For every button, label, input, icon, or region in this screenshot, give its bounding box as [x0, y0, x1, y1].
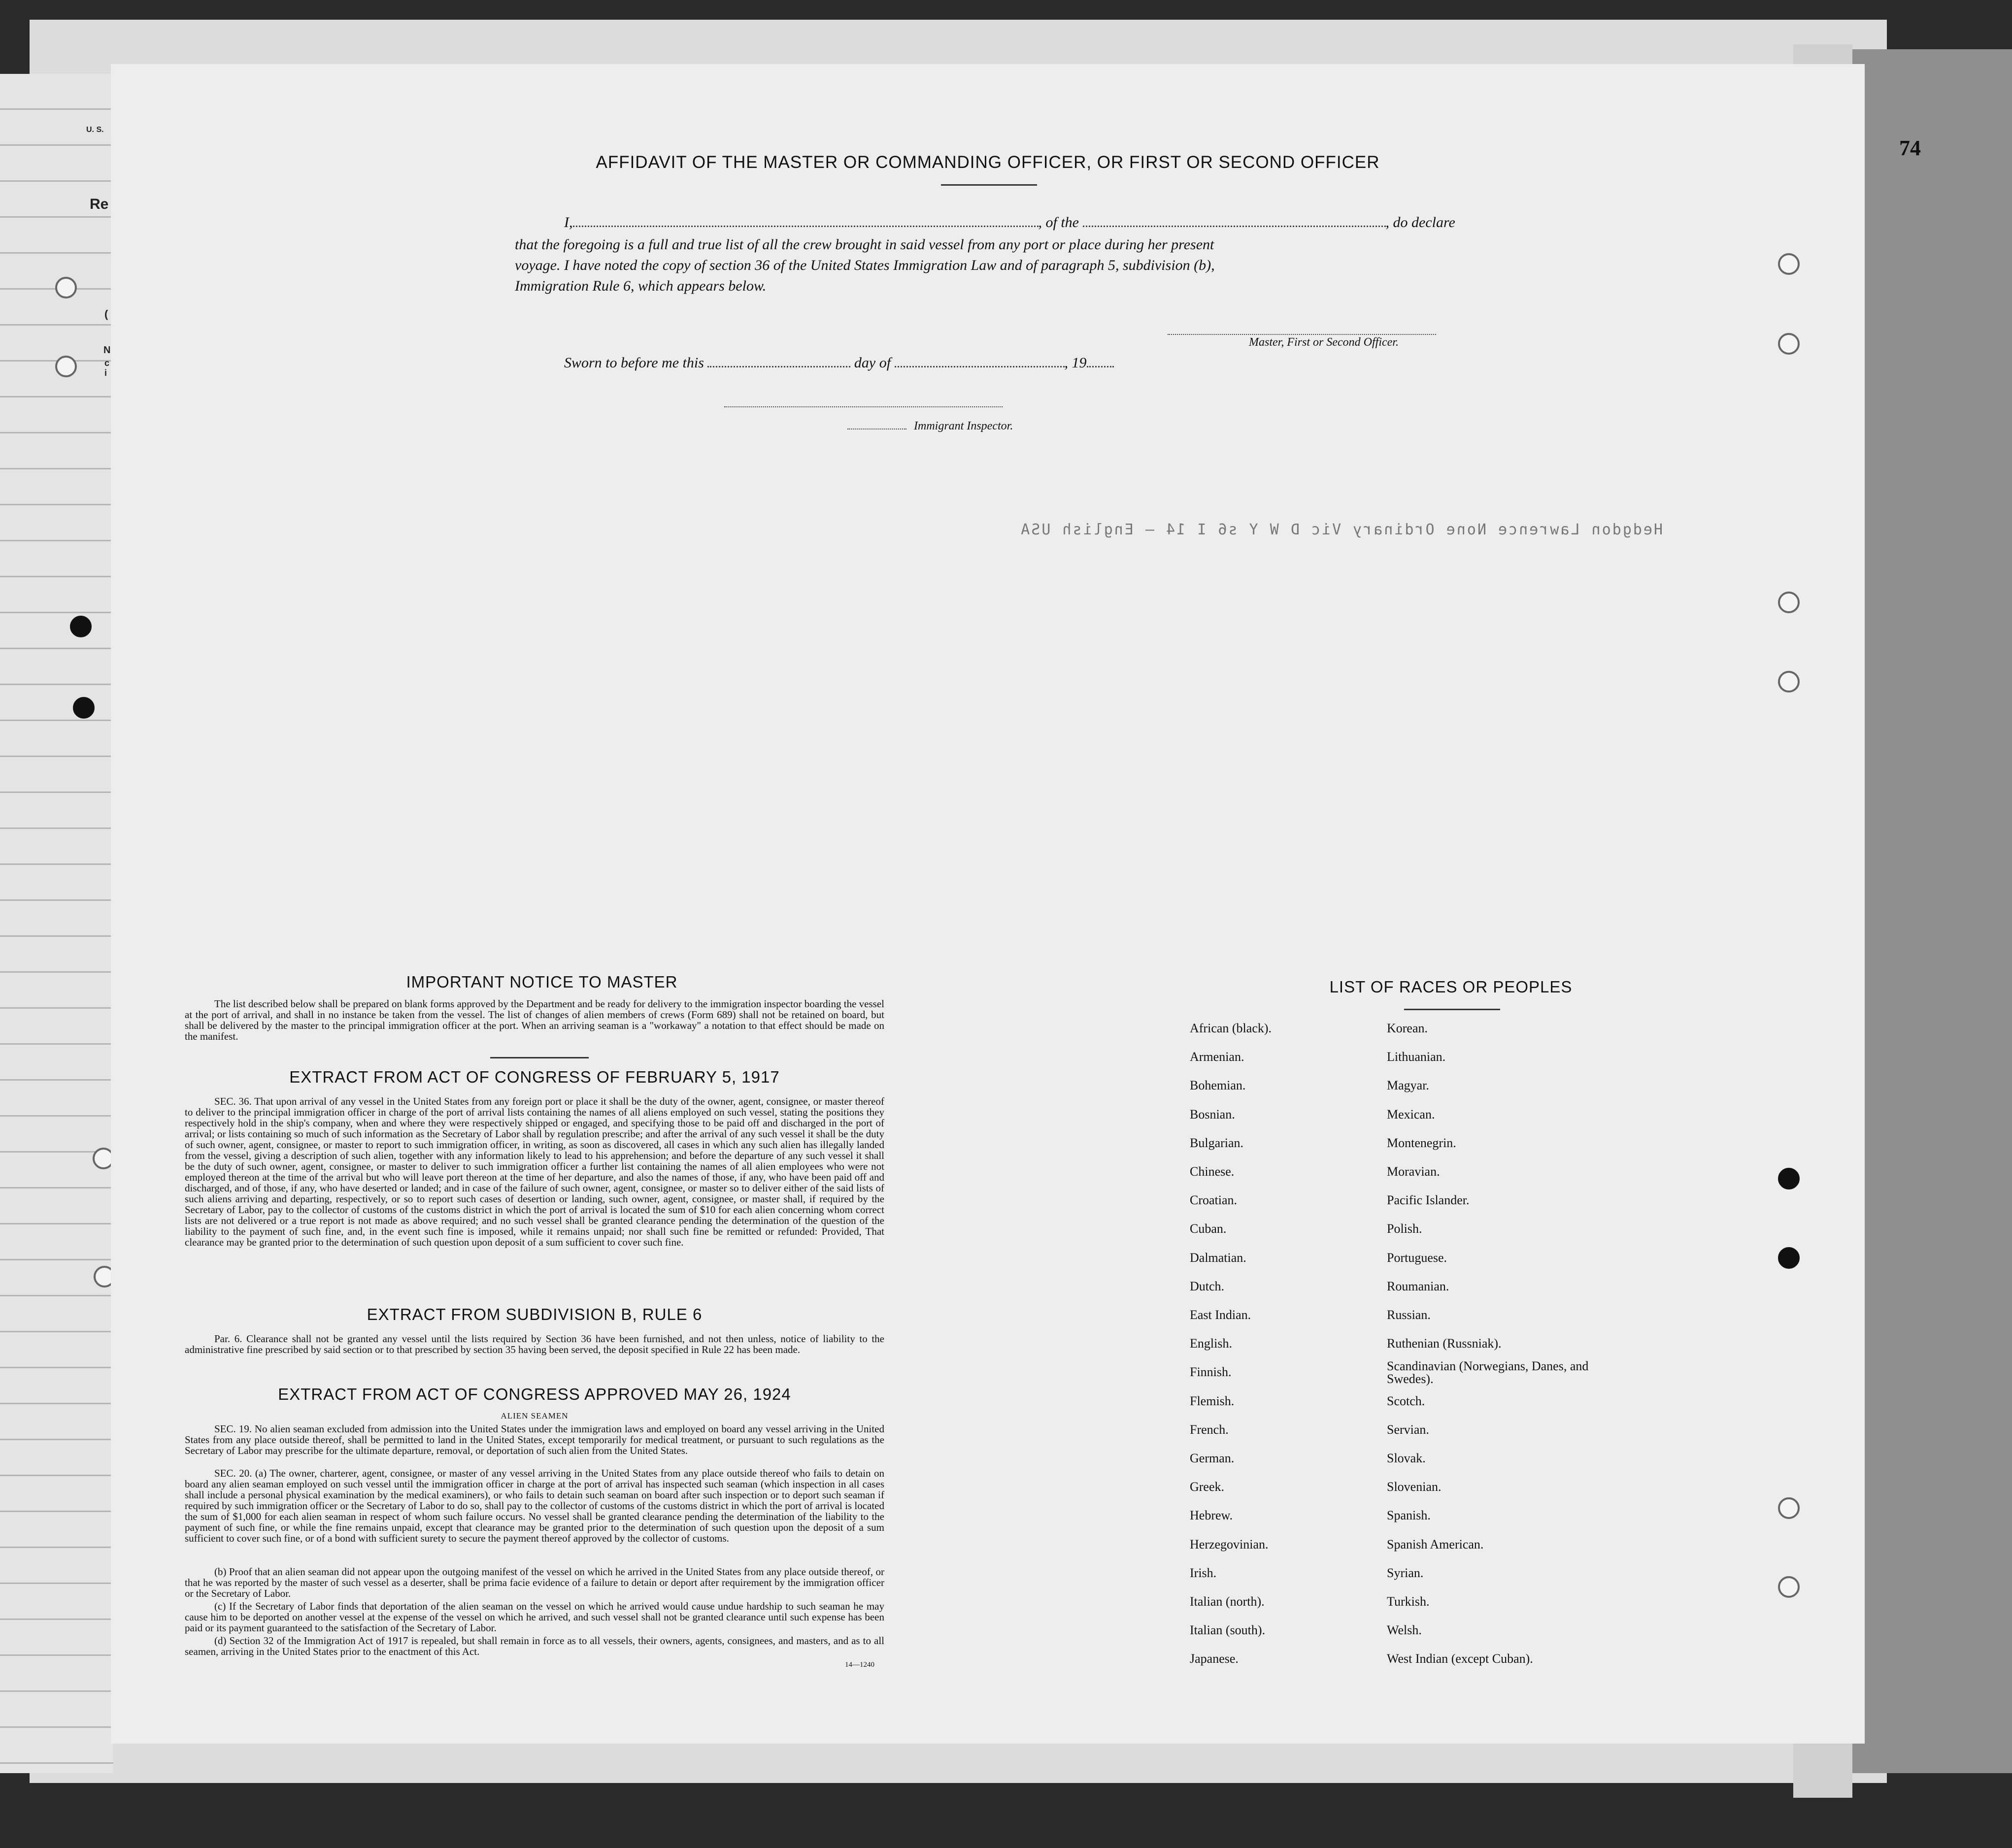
- race-item: East Indian.: [1190, 1308, 1251, 1322]
- sworn-label: Sworn to before me this: [564, 355, 704, 371]
- race-item: Croatian.: [1190, 1193, 1238, 1208]
- master-signature-label: Master, First or Second Officer.: [1249, 336, 1399, 349]
- race-item: Japanese.: [1190, 1651, 1239, 1666]
- binder-hole: [73, 697, 95, 719]
- vessel-blank: [1083, 226, 1386, 227]
- extract-1917-body: SEC. 36. That upon arrival of any vessel in the United States from any foreign port or place it shall be the duty of the owner, agent, consignee, or master thereof to deliver to the principal immigration officer in charge of the port of arrival lists containing the names of all aliens employed on such vessel, stating the positions they respectively hold in the ship's company, when and where they were respectively shipped or engaged, and specifying those to be paid off and discharged in the port of arrival; or lists containing so much of such information as the Secretary of Labor shall by regulation prescribe; and after the arrival of any such vessel it shall be the duty of such owner, agent, consignee, or master to report to such immigration officer, in writing, as soon as discovered, all cases in which any such alien has illegally landed from the vessel, giving a description of such alien, together with any information likely to lead to his apprehension; and before the departure of any such vessel it shall be the duty of such owner, agent, consignee, or master to deliver to such immigration officer a further list containing the names of all alien employees who were not employed thereon at the time of the arrival but who will leave port thereon at the time of her departure, and also the names of those, if any, who have been paid off and discharged, and of those, if any, who have deserted or landed; and in case of the failure of such owner, agent, consignee, or master so to deliver either of the said lists of such aliens arriving and departing, respectively, or so to report such cases of desertion or landing, such owner, agent, consignee, or master shall, if required by the Secretary of Labor, pay to the collector of customs of the customs district in which the port of arrival is located the sum of $10 for each alien concerning whom correct lists are not delivered or a true report is not made as above required; and no such vessel shall be granted clearance pending the determination of the question of the liability to the payment of such fine, and, in the event such fine is imposed, while it remains unpaid; nor shall such fine be remitted or refunded: Provided, That clearance may be granted prior to the determination of such question upon deposit of a sum sufficient to cover such fine.: [185, 1095, 884, 1248]
- rule6-title: EXTRACT FROM SUBDIVISION B, RULE 6: [367, 1305, 703, 1323]
- race-item: Bohemian.: [1190, 1078, 1246, 1093]
- race-item: Turkish.: [1387, 1594, 1430, 1609]
- race-item: Herzegovinian.: [1190, 1537, 1269, 1551]
- race-item: African (black).: [1190, 1021, 1272, 1035]
- race-item: Slovak.: [1387, 1451, 1426, 1465]
- sec20a-body: SEC. 20. (a) The owner, charterer, agent, consignee, or master of any vessel arriving in the United States from any place outside thereof who fails to detain on board any alien seaman employed on such vessel until the immigration officer in charge at the port of arrival has inspected such seaman (which inspection in all cases shall include a personal physical examination by the medical examiners), or who fails to detain such seaman on board after such inspection or to deport such seaman if required by such immigration officer or the Secretary of Labor to do so, shall pay to the collector of customs of the customs district in which the port of arrival is located the sum of $1,000 for each alien seaman in respect of whom such failure occurs. No vessel shall be granted clearance pending the determination of the liability to the payment of such fine, or while the fine remains unpaid, except that clearance may be granted prior to the determination of such question upon the deposit of a sum sufficient to cover such fine, or of a bond with sufficient surety to secure the payment thereof approved by the collector of customs.: [185, 1467, 884, 1544]
- notice-title: IMPORTANT NOTICE TO MASTER: [406, 973, 678, 991]
- race-item: Pacific Islander.: [1387, 1193, 1470, 1208]
- race-item: Montenegrin.: [1387, 1135, 1456, 1150]
- race-item: Hebrew.: [1190, 1508, 1233, 1523]
- affidavit-of-the: , of the: [1038, 214, 1079, 231]
- race-item: Spanish.: [1387, 1508, 1431, 1523]
- affidavit-declaration-line: [564, 214, 1549, 231]
- page-number: 74: [1899, 136, 1921, 160]
- name-blank: [573, 226, 1039, 227]
- race-item: Italian (north).: [1190, 1594, 1265, 1609]
- form-number: 14—1240: [845, 1661, 874, 1669]
- binder-hole: [1778, 1576, 1800, 1598]
- race-item: Welsh.: [1387, 1623, 1422, 1638]
- affidavit-i: I,: [564, 214, 573, 231]
- year-blank: [1087, 366, 1114, 367]
- manifest-back-page: [111, 64, 1865, 1744]
- race-item: Roumanian.: [1387, 1279, 1449, 1293]
- race-item: Ruthenian (Russniak).: [1387, 1336, 1502, 1351]
- left-fragment-c: c: [104, 358, 110, 368]
- race-item: Servian.: [1387, 1422, 1429, 1437]
- affidavit-title: AFFIDAVIT OF THE MASTER OR COMMANDING OFFICER, OR FIRST OR SECOND OFFICER: [596, 153, 1380, 172]
- binder-hole: [1778, 1497, 1800, 1519]
- race-item: Spanish American.: [1387, 1537, 1484, 1551]
- bleed-through-typing: Hedgdon Lawrence None Ordinary Vic D W Y s6 I 14 — English USA: [1019, 521, 1663, 538]
- race-item: Chinese.: [1190, 1164, 1235, 1179]
- sec20b-body: (b) Proof that an alien seaman did not appear upon the outgoing manifest of the vessel on which he arrived in the United States from any place outside thereof, or that he was reported by the master of such vessel as a deserter, shall be prima facie evidence of a failure to detain or deport after requirement by the immigration officer or the Secretary of Labor.: [185, 1566, 884, 1599]
- race-item: French.: [1190, 1422, 1229, 1437]
- race-item: Polish.: [1387, 1221, 1422, 1236]
- left-fragment-paren: (: [104, 308, 108, 320]
- race-item: Scandinavian (Norwegians, Danes, and Swedes).: [1387, 1359, 1589, 1386]
- race-item: Finnish.: [1190, 1365, 1232, 1380]
- binder-hole: [1778, 253, 1800, 275]
- binder-hole: [55, 277, 77, 298]
- race-item: Bosnian.: [1190, 1107, 1235, 1122]
- title-rule: [941, 184, 1037, 186]
- binder-hole: [1778, 1168, 1800, 1189]
- race-item: Korean.: [1387, 1021, 1428, 1035]
- race-item: Scotch.: [1387, 1393, 1425, 1408]
- race-item: Flemish.: [1190, 1393, 1235, 1408]
- notice-body: The list described below shall be prepared on blank forms approved by the Department and be ready for delivery to the immigration inspector boarding the vessel at the port of arrival, and shall in no instance be taken from the vessel. The list of changes of alien members of crews (Form 689) shall not be retained on board, but shall be delivered by the master to the principal immigration officer at the port. When an arriving seaman is a "workaway" a notation to that effect should be made on the manifest.: [185, 998, 884, 1042]
- left-fragment-re: Re: [90, 196, 109, 212]
- inspector-signature-blank: [724, 406, 1003, 407]
- race-item: Portuguese.: [1387, 1250, 1447, 1265]
- race-item: Italian (south).: [1190, 1623, 1266, 1638]
- race-item: Slovenian.: [1387, 1480, 1442, 1494]
- race-item: Magyar.: [1387, 1078, 1429, 1093]
- day-of-label: day of: [854, 355, 891, 371]
- race-item: Greek.: [1190, 1480, 1225, 1494]
- binder-hole: [70, 616, 92, 637]
- month-blank: [895, 366, 1065, 367]
- race-item: Cuban.: [1190, 1221, 1227, 1236]
- affidavit-line-4: Immigration Rule 6, which appears below.: [515, 278, 767, 294]
- sec20c-body: (c) If the Secretary of Labor finds that deportation of the alien seaman on the vessel on which he arrived would cause undue hardship to such seaman he may cause him to be deported on another vessel at the expense of the vessel on which he arrived, and such vessel shall not be granted clearance until such expense has been paid or its payment guaranteed to the satisfaction of the Secretary of Labor.: [185, 1600, 884, 1634]
- race-item: German.: [1190, 1451, 1235, 1465]
- sec19-body: SEC. 19. No alien seaman excluded from admission into the United States under the immigration laws and employed on board any vessel arriving in the United States from any place outside thereof, shall be permitted to land in the United States, except temporarily for medical treatment, or pursuant to such regulations as the Secretary of Labor may prescribe for the ultimate departure, removal, or deportation of such alien from the United States.: [185, 1423, 884, 1456]
- race-item: Dutch.: [1190, 1279, 1225, 1293]
- binder-hole: [1778, 333, 1800, 355]
- race-item: Moravian.: [1387, 1164, 1440, 1179]
- races-title: LIST OF RACES OR PEOPLES: [1329, 978, 1573, 996]
- race-item: Russian.: [1387, 1308, 1431, 1322]
- race-item: Syrian.: [1387, 1565, 1424, 1580]
- affidavit-declare: , do declare: [1385, 214, 1455, 231]
- underlying-lined-sheet: [0, 74, 113, 1773]
- left-fragment-us: U. S.: [86, 126, 104, 134]
- left-fragment-n: N: [103, 345, 111, 356]
- race-item: Armenian.: [1190, 1050, 1244, 1064]
- master-signature-blank: [1168, 334, 1436, 335]
- section-rule: [490, 1057, 589, 1058]
- binder-hole: [55, 356, 77, 377]
- day-blank: [707, 366, 850, 367]
- left-fragment-i: i: [104, 368, 107, 378]
- races-title-rule: [1404, 1009, 1500, 1010]
- binder-hole: [1778, 592, 1800, 613]
- race-item: Dalmatian.: [1190, 1250, 1246, 1265]
- affidavit-line-3: voyage. I have noted the copy of section 36 of the United States Immigration Law and of paragraph 5, subdivision (b),: [515, 257, 1215, 273]
- rule6-body: Par. 6. Clearance shall not be granted any vessel until the lists required by Section 36 have been furnished, and not then unless, notice of liability to the administrative fine prescribed by said section or to that prescribed by section 35 having been served, the deposit specified in Rule 22 has been made.: [185, 1333, 884, 1355]
- year-label: , 19: [1064, 355, 1087, 371]
- inspector-label: Immigrant Inspector.: [914, 420, 1013, 432]
- race-item: Mexican.: [1387, 1107, 1435, 1122]
- race-item: Lithuanian.: [1387, 1050, 1446, 1064]
- binder-hole: [1778, 671, 1800, 693]
- binder-hole: [1778, 1247, 1800, 1269]
- extract-1924-title: EXTRACT FROM ACT OF CONGRESS APPROVED MAY 26, 1924: [278, 1385, 791, 1403]
- alien-seamen-subtitle: ALIEN SEAMEN: [501, 1411, 569, 1420]
- extract-1917-title: EXTRACT FROM ACT OF CONGRESS OF FEBRUARY 5, 1917: [289, 1068, 780, 1086]
- race-item: West Indian (except Cuban).: [1387, 1651, 1533, 1666]
- sworn-line: [564, 355, 1303, 371]
- affidavit-line-2: that the foregoing is a full and true list of all the crew brought in said vessel from any port or place during her present: [515, 236, 1214, 253]
- race-item: Bulgarian.: [1190, 1135, 1244, 1150]
- race-item: English.: [1190, 1336, 1232, 1351]
- sec20d-body: (d) Section 32 of the Immigration Act of 1917 is repealed, but shall remain in force as to all vessels, their owners, agents, consignees, and masters, and as to all seamen, arriving in the United States prior to the enactment of this Act.: [185, 1635, 884, 1657]
- race-item: Irish.: [1190, 1565, 1217, 1580]
